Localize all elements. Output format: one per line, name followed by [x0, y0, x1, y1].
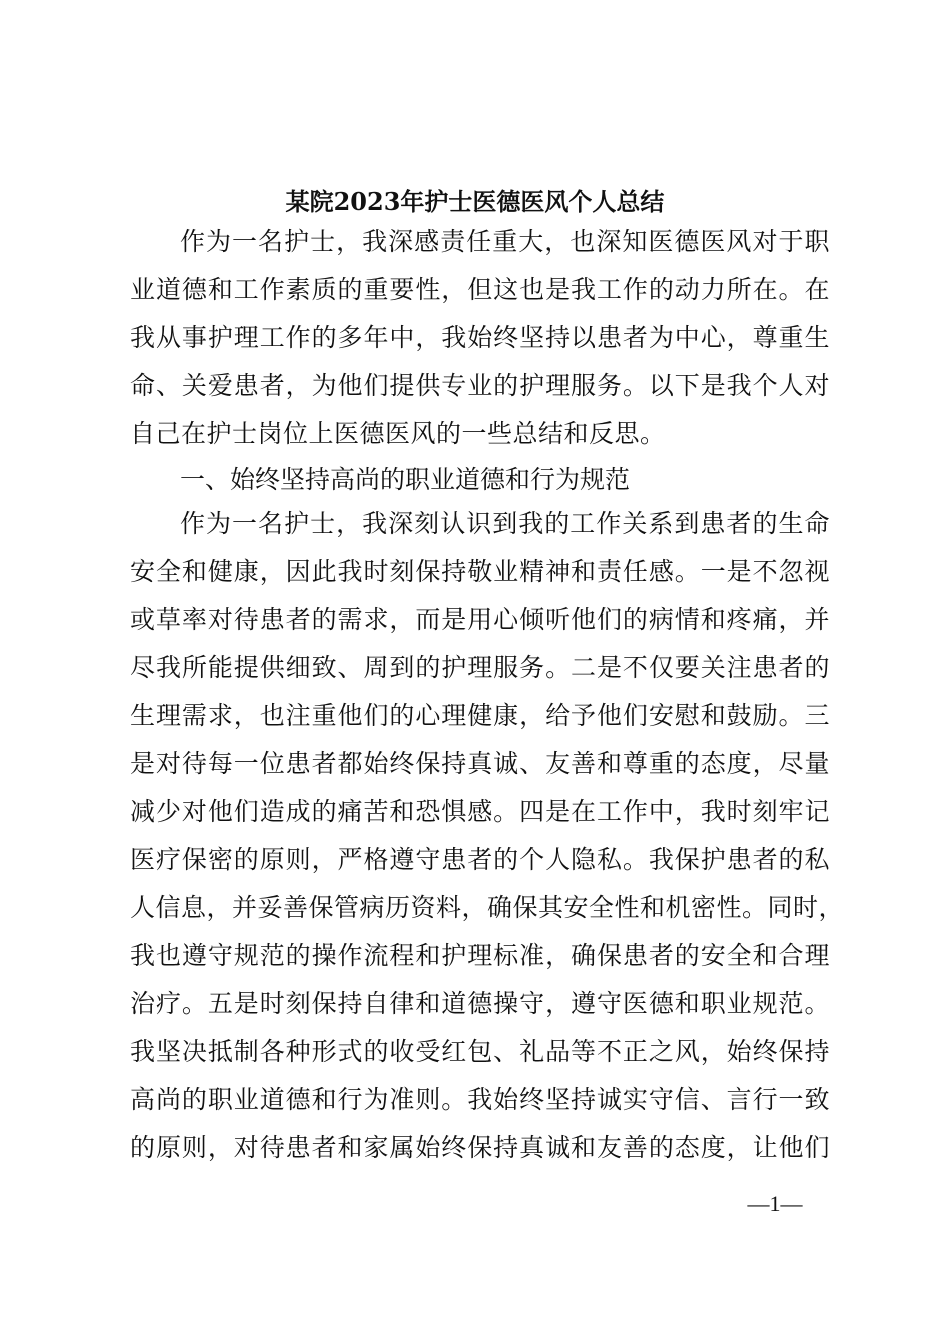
intro-line-2: 业道德和工作素质的重要性，但这也是我工作的动力所在。在 — [130, 275, 830, 304]
section-line-1: 作为一名护士，我深刻认识到我的工作关系到患者的生命 — [180, 509, 830, 538]
section-line-14: 的原则，对待患者和家属始终保持真诚和友善的态度，让他们 — [130, 1133, 830, 1162]
section-line-5: 生理需求，也注重他们的心理健康，给予他们安慰和鼓励。三 — [130, 701, 830, 730]
section-line-10: 我也遵守规范的操作流程和护理标准，确保患者的安全和合理 — [130, 941, 830, 970]
page-number: —1— — [747, 1191, 803, 1216]
section-line-13: 高尚的职业道德和行为准则。我始终坚持诚实守信、言行一致 — [130, 1085, 830, 1114]
intro-line-5: 自己在护士岗位上医德医风的一些总结和反思。 — [130, 419, 666, 448]
intro-line-4: 命、关爱患者，为他们提供专业的护理服务。以下是我个人对 — [130, 371, 830, 400]
section-heading: 一、始终坚持高尚的职业道德和行为规范 — [180, 465, 631, 494]
section-line-11: 治疗。五是时刻保持自律和道德操守，遵守医德和职业规范。 — [130, 989, 830, 1018]
section-line-4: 尽我所能提供细致、周到的护理服务。二是不仅要关注患者的 — [130, 653, 830, 682]
section-line-3: 或草率对待患者的需求，而是用心倾听他们的病情和疼痛，并 — [130, 605, 830, 634]
section-line-9: 人信息，并妥善保管病历资料，确保其安全性和机密性。同时， — [130, 893, 845, 922]
section-line-7: 减少对他们造成的痛苦和恐惧感。四是在工作中，我时刻牢记 — [130, 797, 830, 826]
section-line-6: 是对待每一位患者都始终保持真诚、友善和尊重的态度，尽量 — [130, 749, 830, 778]
intro-line-1: 作为一名护士，我深感责任重大，也深知医德医风对于职 — [180, 227, 830, 256]
section-line-2: 安全和健康，因此我时刻保持敬业精神和责任感。一是不忽视 — [130, 557, 830, 586]
section-line-8: 医疗保密的原则，严格遵守患者的个人隐私。我保护患者的私 — [130, 845, 830, 874]
document-title: 某院2023年护士医德医风个人总结 — [285, 187, 665, 216]
intro-line-3: 我从事护理工作的多年中，我始终坚持以患者为中心，尊重生 — [130, 323, 830, 352]
section-line-12: 我坚决抵制各种形式的收受红包、礼品等不正之风，始终保持 — [130, 1037, 830, 1066]
